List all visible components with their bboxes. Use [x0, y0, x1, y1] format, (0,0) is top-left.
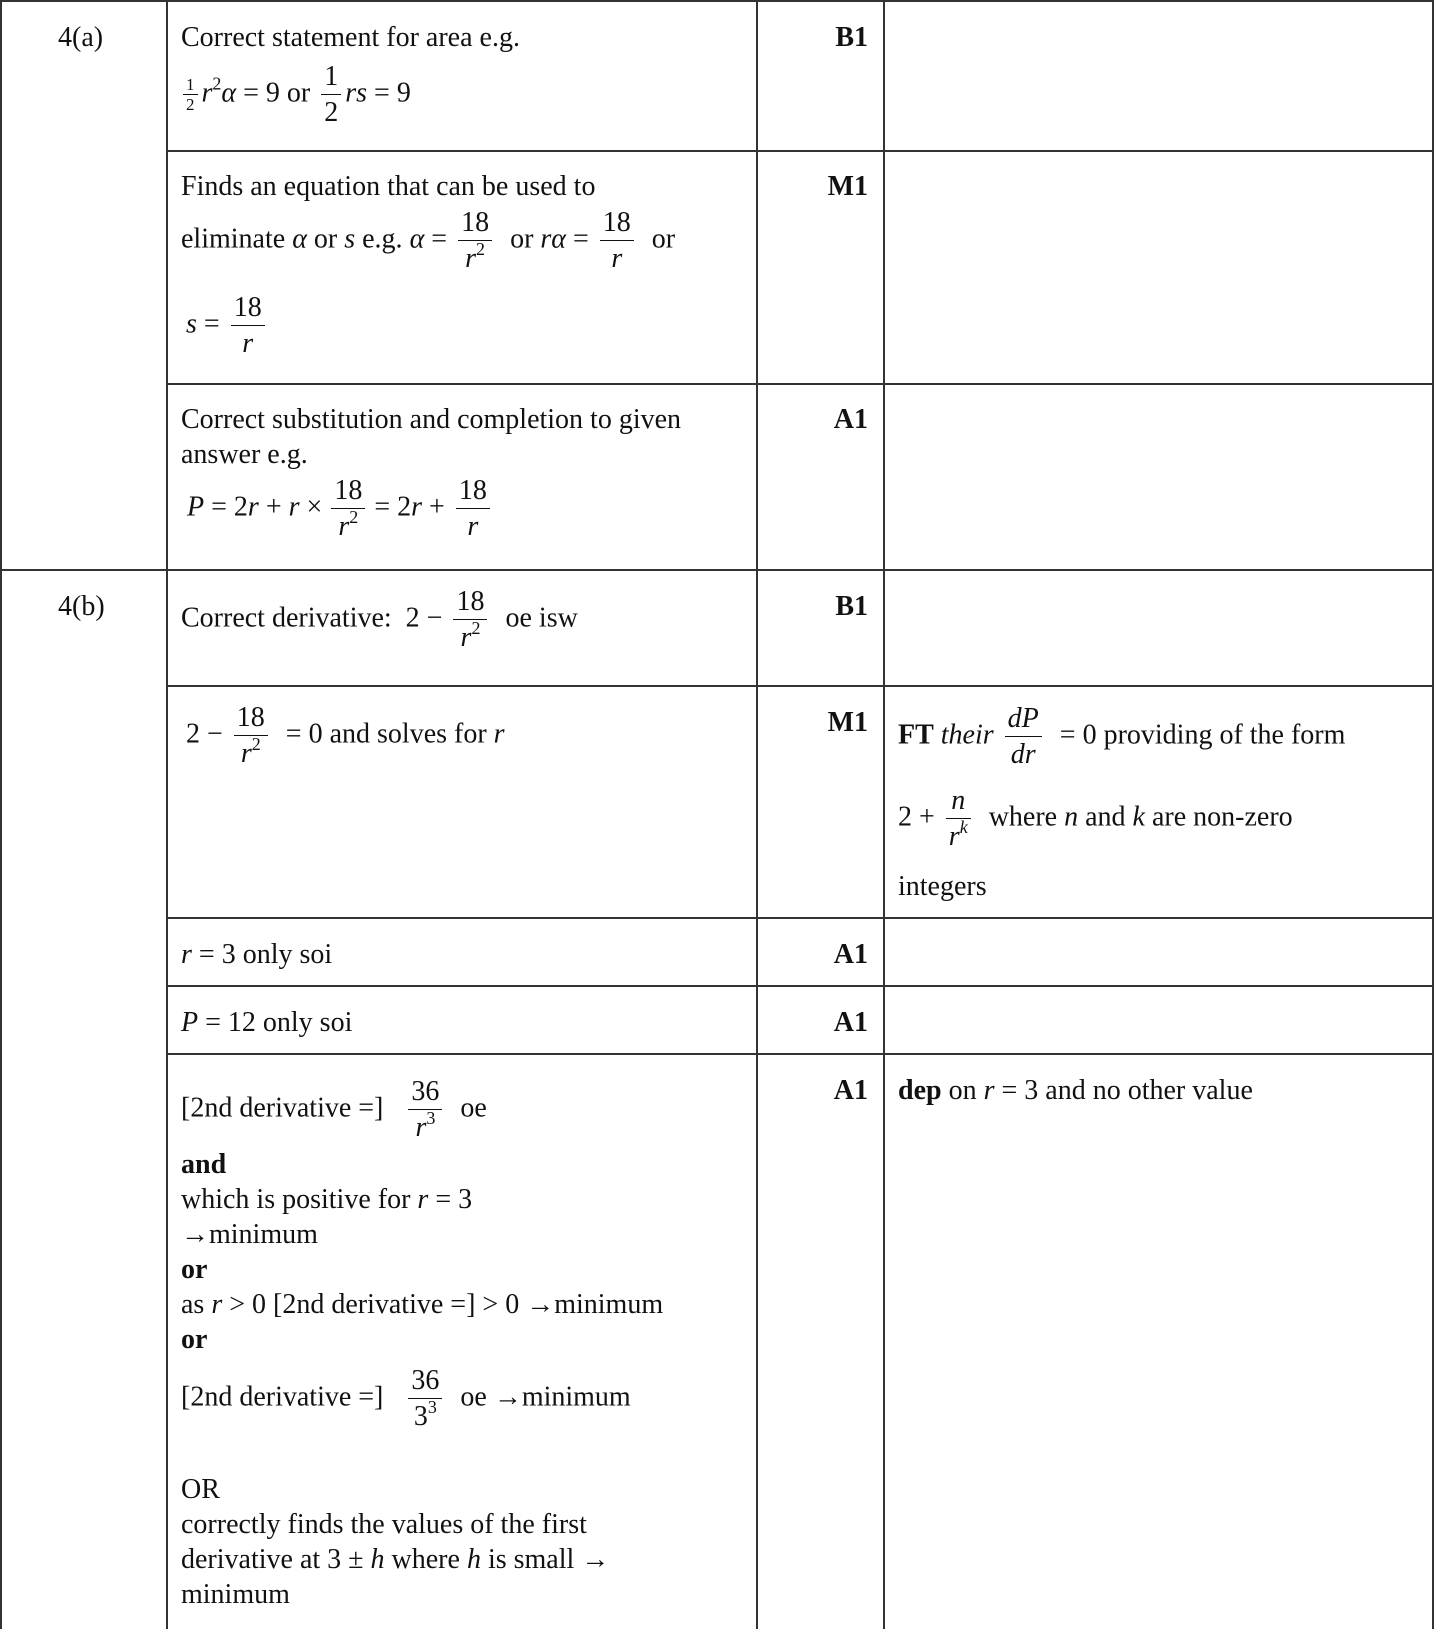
- row-border: [167, 150, 1434, 152]
- answer-cell: [181, 1147, 741, 1357]
- column-border: [1432, 0, 1434, 1629]
- fraction-18-over-r-squared: $\frac{18}{r^2}$: [458, 208, 492, 274]
- mark-label: A1: [833, 939, 868, 970]
- math-derivative: Correct derivative: 2 − $\frac{18}{r^2}$ oe isw: [181, 586, 578, 654]
- column-border: [883, 0, 885, 1629]
- math-s-expression: s = $\frac{18}{r}$: [186, 293, 269, 359]
- math-second-derivative: [2nd derivative =] $\frac{36}{r^3}$ oe: [181, 1076, 487, 1144]
- fraction-18-over-r: $\frac{18}{r}$: [600, 208, 634, 274]
- mark-label: A1: [833, 1075, 868, 1106]
- mark-label: B1: [835, 591, 868, 622]
- answer-text: derivative at 3 ± h where h is small →: [181, 1544, 610, 1575]
- mark-label: B1: [835, 22, 868, 53]
- fraction-36-over-3-cubed: $\frac{36}{3^3}$: [408, 1366, 442, 1432]
- row-border: [167, 917, 1434, 919]
- answer-cell: r = 3 only soi: [181, 939, 333, 970]
- answer-keyword-or: or: [181, 1324, 208, 1355]
- fraction-18-over-r: $\frac{18}{r}$: [231, 293, 265, 359]
- answer-text: as r > 0 [2nd derivative =] > 0 →minimum: [181, 1289, 664, 1320]
- guidance-integers: integers: [898, 871, 987, 902]
- row-border: [167, 1053, 1434, 1055]
- answer-keyword-OR: OR: [181, 1474, 220, 1505]
- answer-cell: P = 12 only soi: [181, 1007, 353, 1038]
- guidance-ft: FT their $\frac{dP}{dr}$ = 0 providing of the form: [898, 703, 1346, 771]
- answer-keyword-and: and: [181, 1149, 227, 1180]
- fraction-36-over-r-cubed: $\frac{36}{r^3}$: [408, 1077, 442, 1143]
- fraction-18-over-r-squared: $\frac{18}{r^2}$: [453, 587, 487, 653]
- math-eliminate-expression: eliminate α or s e.g. α = $\frac{18}{r^2}$ or rα = $\frac{18}{r}$ or: [181, 207, 676, 275]
- answer-text: correctly finds the values of the first: [181, 1509, 587, 1540]
- guidance-dep: dep on r = 3 and no other value: [898, 1075, 1253, 1106]
- answer-text: answer e.g.: [181, 439, 308, 470]
- fraction-dP-dr: $\frac{dP}{dr}$: [1005, 704, 1042, 770]
- answer-text: minimum: [181, 1579, 290, 1610]
- answer-text: Correct statement for area e.g.: [181, 22, 520, 53]
- fraction-n-over-r-k: $\frac{n}{r^k}$: [946, 786, 971, 852]
- answer-text: Correct substitution and completion to given: [181, 404, 682, 435]
- guidance-form: 2 + $\frac{n}{r^k}$ where n and k are non-zero: [898, 785, 1293, 853]
- column-border: [0, 0, 2, 1629]
- math-perimeter-expression: P = 2r + r × $\frac{18}{r^2}$ = 2r + $\frac{18}{r}$: [187, 476, 494, 542]
- question-border: [0, 569, 1434, 571]
- question-number: 4(a): [58, 22, 104, 53]
- question-number: 4(b): [58, 591, 105, 622]
- fraction-half: $\frac{1}{2}$: [183, 76, 198, 115]
- fraction-18-over-r-squared: $\frac{18}{r^2}$: [331, 476, 365, 542]
- row-border-top: [0, 0, 1434, 2]
- fraction-18-over-r: $\frac{18}{r}$: [456, 476, 490, 542]
- mark-label: A1: [833, 1007, 868, 1038]
- row-border: [167, 383, 1434, 385]
- mark-label: M1: [827, 707, 868, 738]
- answer-cell: [181, 1472, 741, 1612]
- answer-text: Finds an equation that can be used to: [181, 171, 596, 202]
- answer-text: →minimum: [181, 1219, 318, 1250]
- math-second-derivative-at-3: [2nd derivative =] $\frac{36}{3^3}$ oe →minimum: [181, 1365, 631, 1433]
- answer-cell: [181, 402, 741, 472]
- row-border: [167, 985, 1434, 987]
- math-solve-expression: 2 − $\frac{18}{r^2}$ = 0 and solves for r: [186, 702, 505, 770]
- answer-text: which is positive for r = 3: [181, 1184, 473, 1215]
- fraction-18-over-r-squared: $\frac{18}{r^2}$: [234, 703, 268, 769]
- fraction-half: $\frac{1}{2}$: [321, 62, 341, 128]
- answer-cell: [181, 169, 741, 204]
- column-border: [756, 0, 758, 1629]
- column-border: [166, 0, 168, 1629]
- mark-label: M1: [827, 171, 868, 202]
- mark-label: A1: [833, 404, 868, 435]
- row-border: [167, 685, 1434, 687]
- math-area-expression: $\frac{1}{2}$ $r^2\alpha = 9$ or $\frac{1}{2}$ rs = 9: [183, 62, 411, 128]
- answer-keyword-or: or: [181, 1254, 208, 1285]
- answer-cell: [181, 20, 741, 55]
